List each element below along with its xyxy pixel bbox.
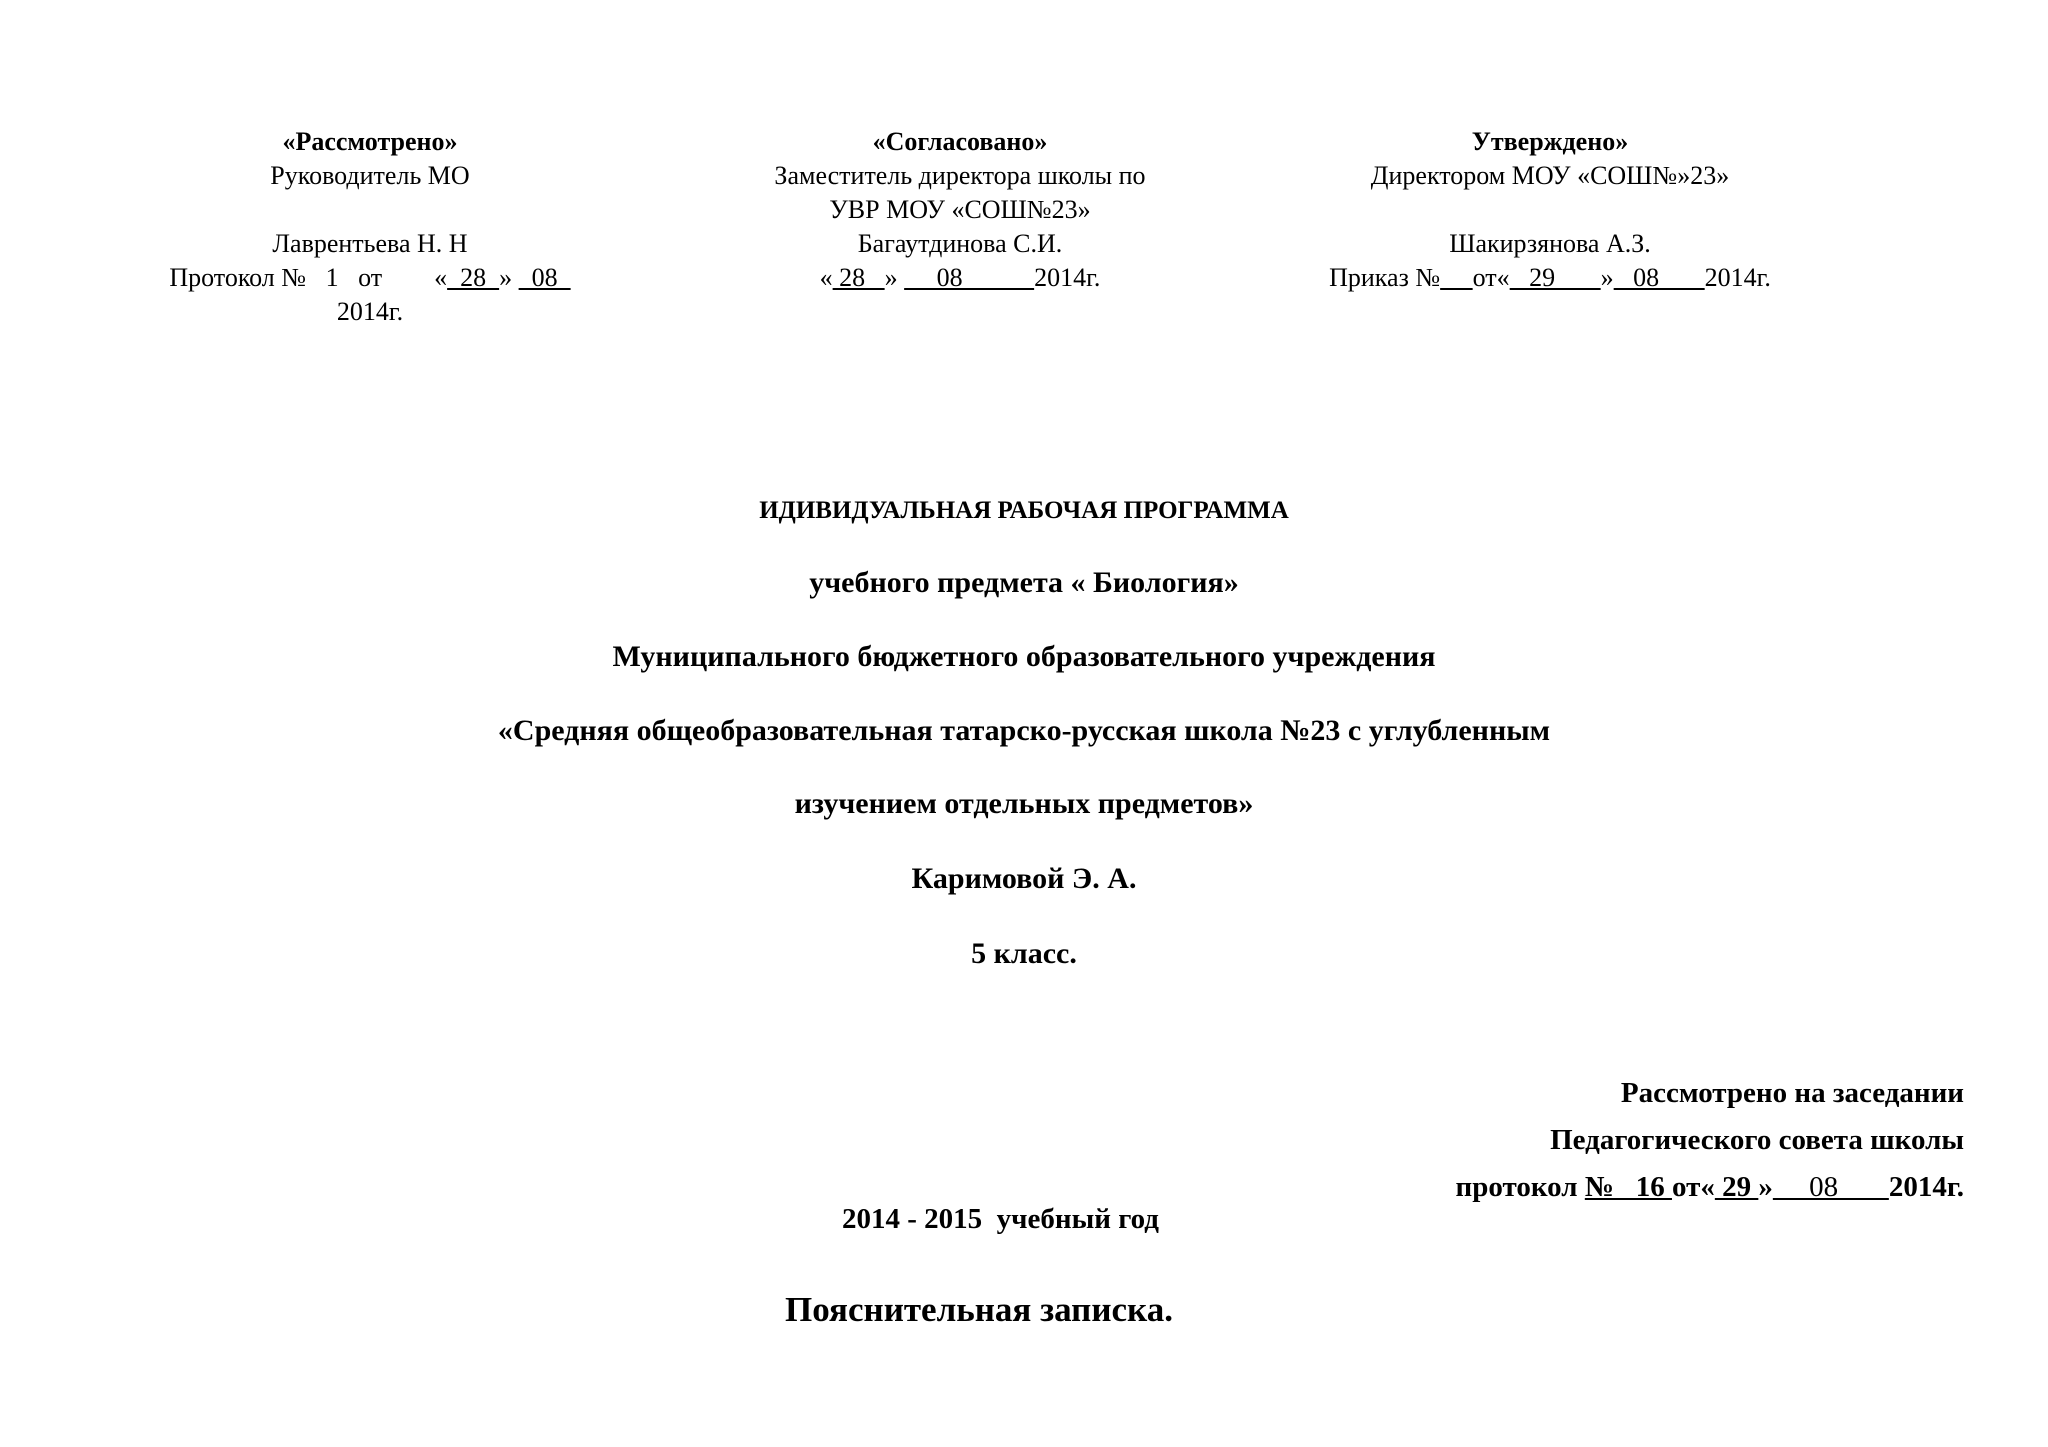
considered-date-day: 28 <box>447 263 500 292</box>
considered-protocol: Протокол № 1 от « 28 » 08 <box>169 263 571 292</box>
approved-date-day: 29 <box>1509 263 1601 292</box>
approved-order: Приказ № от« 29 » 08 2014г. <box>1329 263 1771 292</box>
grade-label: 5 класс. <box>971 937 1077 970</box>
agreed-date-day: 28 <box>832 263 885 292</box>
council-date-day: 29 <box>1714 1171 1759 1203</box>
considered-role: Руководитель МО <box>270 161 470 190</box>
agreed-date: « 28 » 08 2014г. <box>819 263 1101 292</box>
agreed-name: Багаутдинова С.И. <box>857 229 1063 258</box>
agreed-heading: «Согласовано» <box>872 127 1048 156</box>
teacher-name: Каримовой Э. А. <box>911 862 1137 895</box>
approved-order-prefix: Приказ № <box>1329 263 1441 292</box>
council-line-2: Педагогического совета школы <box>1550 1124 1964 1156</box>
council-approval <box>1456 1070 1964 1211</box>
considered-heading: «Рассмотрено» <box>282 127 458 156</box>
approved-order-number <box>1440 263 1473 292</box>
considered-date-month: 08 <box>518 263 571 292</box>
approval-considered <box>130 125 610 329</box>
organization-line-3: изучением отдельных предметов» <box>794 787 1254 820</box>
approved-role: Директором МОУ «СОШ№»23» <box>1370 161 1730 190</box>
agreed-role-line2: УВР МОУ «СОШ№23» <box>829 195 1091 224</box>
council-protocol-number: № 16 <box>1584 1171 1672 1203</box>
approval-approved <box>1280 125 1820 295</box>
council-protocol-prefix: протокол <box>1455 1171 1585 1203</box>
considered-spacer <box>130 193 610 227</box>
council-date-month: 08 <box>1772 1171 1889 1203</box>
approved-year: 2014г. <box>1704 263 1771 292</box>
document-kind-heading: ИДИВИДУАЛЬНАЯ РАБОЧАЯ ПРОГРАММА <box>759 497 1289 524</box>
organization-line-2: «Средняя общеобразовательная татарско-русская школа №23 с углубленным <box>497 714 1551 747</box>
approved-spacer <box>1280 193 1820 227</box>
agreed-role-line1: Заместитель директора школы по <box>774 161 1146 190</box>
council-line-1: Рассмотрено на заседании <box>1620 1077 1964 1109</box>
approved-name: Шакирзянова А.З. <box>1449 229 1651 258</box>
subject-line: учебного предмета « Биология» <box>809 566 1239 599</box>
approved-heading: Утверждено» <box>1471 127 1629 156</box>
explanatory-note-heading: Пояснительная записка. <box>785 1290 1173 1329</box>
agreed-date-month: 08 <box>904 263 1035 292</box>
agreed-year: 2014г. <box>1034 263 1101 292</box>
organization-line-1: Муниципального бюджетного образовательного учреждения <box>612 640 1436 673</box>
council-year: 2014г. <box>1888 1171 1964 1203</box>
approval-agreed <box>700 125 1220 295</box>
considered-year: 2014г. <box>336 297 404 326</box>
approved-date-month: 08 <box>1613 263 1705 292</box>
considered-protocol-prefix: Протокол № 1 от <box>169 263 383 292</box>
council-protocol: протокол № 16 от« 29 » 08 2014г. <box>1455 1171 1964 1203</box>
considered-name: Лаврентьева Н. Н <box>272 229 468 258</box>
academic-year: 2014 - 2015 учебный год <box>842 1203 1159 1235</box>
